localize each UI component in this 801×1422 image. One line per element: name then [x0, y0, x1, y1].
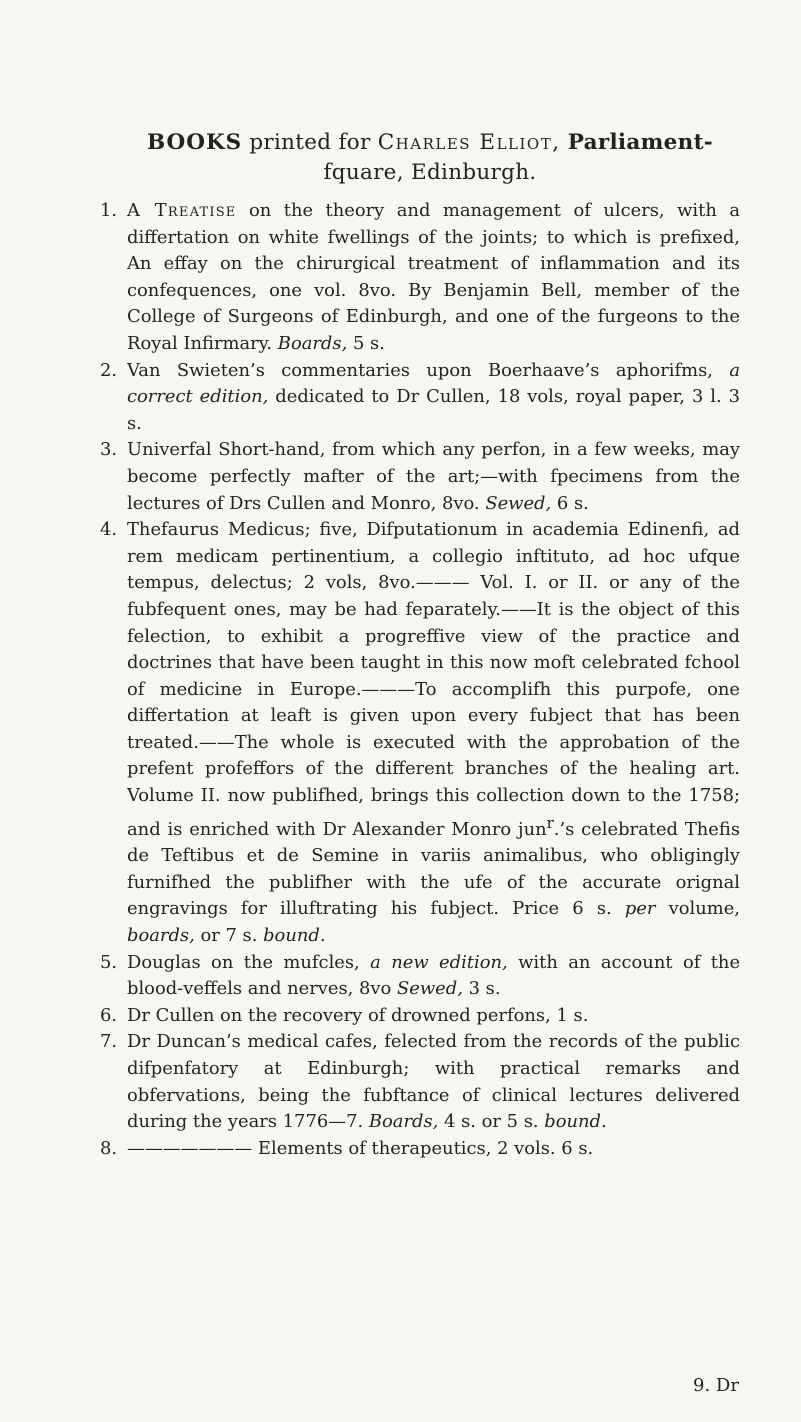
entry-bound: bound. — [544, 1111, 607, 1133]
entry-binding: Boards, — [277, 332, 348, 354]
entry-text: Univerfal Short-hand, from which any perfon, in a few weeks, may become perfectly mafter of the art;—with fpecimens from the lectures of Drs Cullen and Monro, 8vo. — [127, 439, 740, 514]
entry-number: 4. — [100, 519, 118, 541]
entry-volume: volume, — [668, 898, 740, 920]
book-entry — [100, 358, 740, 438]
entry-binding: Sewed, — [485, 492, 552, 514]
book-entry — [100, 1136, 740, 1163]
entry-number: 6. — [100, 1004, 118, 1026]
entry-text: Dr Cullen on the recovery of drowned perfons, 1 s. — [127, 1004, 589, 1026]
entry-bound: bound. — [263, 925, 326, 946]
entry-text: Dr Duncan’s medical cafes, felected from the records of the public difpenfatory at Edinburgh; with practical remarks and obfervations, being the fubftance of clinical lectures delivered during the years 1776—7. — [127, 1031, 740, 1133]
entry-text: Van Swieten’s commentaries upon Boerhaave’s aphorifms, — [127, 359, 713, 381]
catchword: 9. Dr — [693, 1375, 739, 1396]
entry-number: 8. — [100, 1137, 118, 1159]
heading-publisher: Charles Elliot, — [377, 130, 561, 155]
entry-binding: Sewed, — [397, 978, 463, 1000]
entry-superscript: r — [546, 813, 554, 832]
entry-text: on the theory and management of ulcers, with a differtation on white fwellings of the joints; to which is prefixed, An effay on the chirurgical treatment of inflammation and its confequences, one vol. 8vo. By Benjamin Bell, member of the College of Surgeons of Edinburgh, and one of the furgeons to the Royal Infirmary. — [127, 200, 740, 354]
entry-or-price: or 7 s. — [200, 925, 258, 946]
entry-binding: boards, — [127, 925, 195, 946]
heading-books: BOOKS — [146, 130, 243, 155]
book-entry — [100, 1003, 740, 1030]
entry-price: 5 s. — [352, 332, 385, 354]
heading-place-rest: fquare, Edinburgh. — [323, 160, 537, 185]
entry-binding: Boards, — [368, 1111, 439, 1133]
book-entry — [100, 517, 740, 949]
book-entry — [100, 950, 740, 1003]
entry-number: 5. — [100, 951, 118, 973]
entry-number: 1. — [100, 200, 118, 221]
entry-text: Elements of therapeutics, 2 vols. 6 s. — [257, 1137, 594, 1159]
entry-edition: a correct edition, — [127, 359, 741, 408]
entry-text: Douglas on the mufcles, — [127, 951, 360, 973]
entry-text: Thefaurus Medicus; five, Difputationum in academia Edinenfi, ad rem medicam pertinentium, a collegio inftituto, ad hoc ufque tempus, delectus; 2 vols, 8vo.——— Vol. I. or II. or any of the fubfequent ones, may be had feparately.——It is the object of this felection, to exhibit a progreffive view of the practice and doctrines that have been taught in this now moft celebrated fchool of medicine in Europe.———To accomplifh this purpofe, one differtation at leaft is given upon every fubject that has been treated.——The whole is executed with the approbation of the prefent profeffors of the different branches of the healing art. Volume II. now publifhed, brings this collection down to the 1758; and is enriched with Dr Alexander Monro jun — [127, 519, 740, 840]
entry-text-rest: with an account of the blood-veffels and nerves, 8vo — [127, 951, 741, 1000]
entry-number: 3. — [100, 439, 118, 461]
entry-edition: a new edition, — [370, 951, 508, 973]
entry-text-rest: .’s celebrated Thefis de Teftibus et de Semine in variis animalibus, who obligingly furnifhed the publifher with the ufe of the accurate orignal engravings for illuftrating his fubject. Price 6 s. — [127, 818, 740, 920]
heading-place-bold: Parliament- — [567, 130, 714, 155]
page-heading — [110, 128, 750, 188]
entry-price: 3 s. — [468, 978, 501, 1000]
entry-price: 4 s. or 5 s. — [444, 1111, 539, 1133]
heading-printed-for: printed for — [249, 130, 371, 155]
book-entry — [100, 1029, 740, 1135]
book-entry — [100, 198, 740, 358]
entry-lead: A Treatise — [127, 200, 237, 221]
book-entry — [100, 437, 740, 517]
entry-text-rest: dedicated to Dr Cullen, 18 vols, royal paper, 3 l. 3 s. — [127, 386, 740, 434]
entry-per: per — [624, 898, 656, 920]
entry-price: 6 s. — [556, 492, 589, 514]
entry-ditto-dash: ——————— — [127, 1137, 253, 1159]
book-list — [100, 198, 740, 1162]
entry-number: 2. — [100, 359, 118, 381]
entry-number: 7. — [100, 1031, 118, 1053]
